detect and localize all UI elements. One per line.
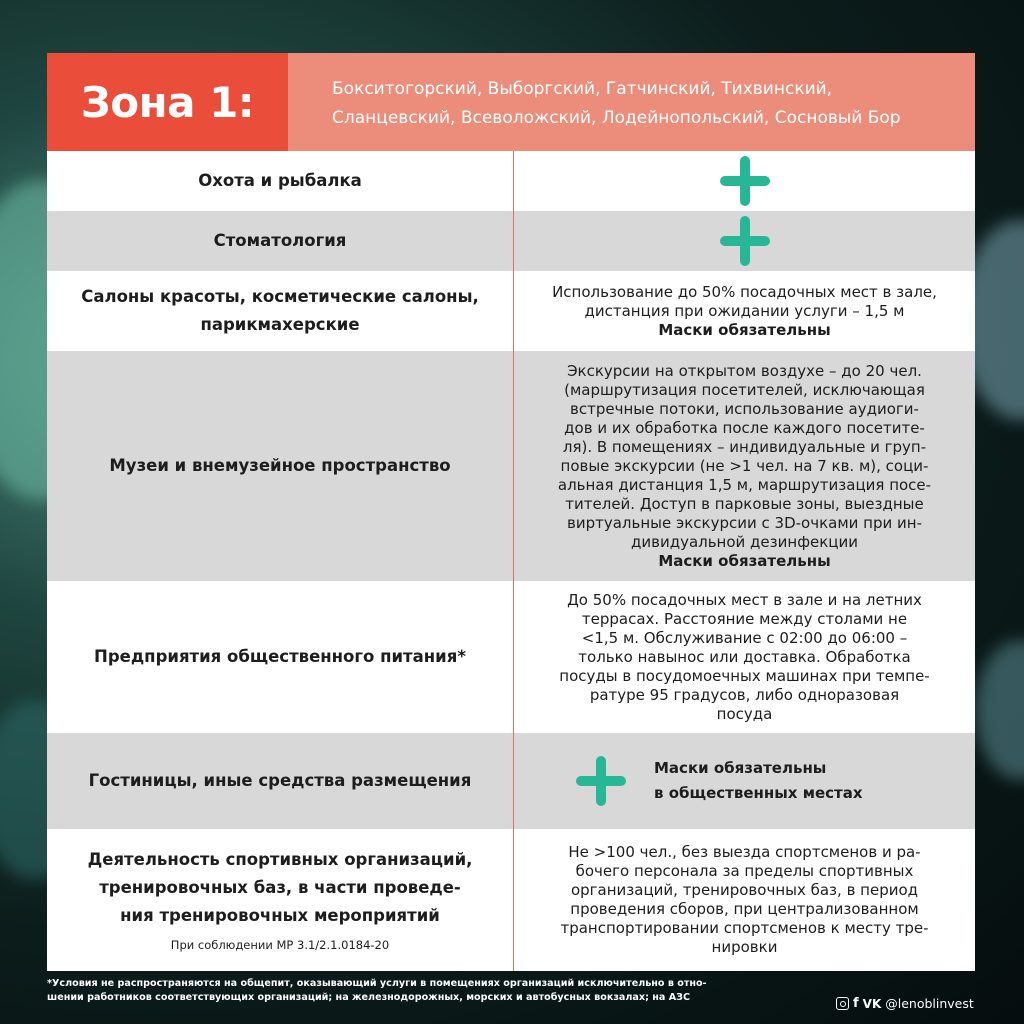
zone-header bbox=[47, 53, 975, 151]
row-permission bbox=[514, 211, 975, 271]
plus-icon bbox=[720, 156, 770, 206]
footnote bbox=[47, 977, 827, 1005]
condition-line: встречные потоки, использование аудиоги- bbox=[570, 399, 919, 418]
row-conditions bbox=[514, 829, 975, 971]
vk-icon[interactable]: VK bbox=[862, 996, 882, 1011]
condition-line: виртуальные экскурсии с 3D-очками при ин- bbox=[567, 513, 922, 532]
condition-line: проведения сборов, при централизованном bbox=[570, 900, 919, 918]
row-label: Гостиницы, иные средства размещения bbox=[88, 771, 472, 790]
condition-line: Экскурсии на открытом воздухе – до 20 чел. bbox=[567, 361, 922, 380]
masks-required-public bbox=[654, 756, 863, 806]
table-row-dentistry bbox=[47, 211, 975, 271]
emphasis-line: Маски обязательны bbox=[654, 759, 827, 777]
row-label: Стоматология bbox=[213, 231, 347, 250]
condition-line: Не >100 чел., без выезда спортсменов и ра- bbox=[568, 843, 921, 861]
condition-line: транспортировании спортсменов к месту тре- bbox=[560, 919, 929, 937]
table-row-museums bbox=[47, 351, 975, 581]
row-label bbox=[47, 829, 513, 971]
table-row-sports bbox=[47, 829, 975, 971]
row-label-line: ния тренировочных мероприятий bbox=[120, 906, 440, 925]
masks-required: Маски обязательны bbox=[658, 320, 831, 339]
condition-line: До 50% посадочных мест в зале и на летних bbox=[567, 590, 922, 609]
masks-required: Маски обязательны bbox=[658, 551, 831, 570]
condition-line: организаций, тренировочных баз, в период bbox=[570, 881, 919, 899]
emphasis-line: в общественных местах bbox=[654, 784, 863, 802]
table-row-beauty-salons bbox=[47, 271, 975, 351]
social-links bbox=[836, 996, 978, 1011]
zone-card bbox=[47, 53, 975, 971]
condition-line: нировки bbox=[711, 938, 778, 956]
row-label: Предприятия общественного питания* bbox=[94, 647, 466, 666]
social-handle[interactable]: @lenoblinvest bbox=[885, 996, 974, 1011]
row-label-line: Салоны красоты, косметические салоны, bbox=[81, 287, 479, 306]
column-divider bbox=[513, 151, 514, 971]
condition-line: альная дистанция 1,5 м, маршрутизация посе- bbox=[557, 475, 932, 494]
condition-line: <1,5 м. Обслуживание с 02:00 до 06:00 – bbox=[581, 628, 908, 647]
plus-icon bbox=[720, 216, 770, 266]
row-label-line: тренировочных баз, в части проведе- bbox=[99, 878, 461, 897]
row-conditions bbox=[514, 271, 975, 351]
condition-line: посуды в посудомоечных машинах при темпе- bbox=[559, 666, 930, 685]
table-row-hunting bbox=[47, 151, 975, 211]
condition-line: (маршрутизация посетителей, исключающая bbox=[564, 380, 925, 399]
condition-line: тителей. Доступ в парковые зоны, выездные bbox=[565, 494, 924, 513]
row-conditions bbox=[514, 351, 975, 581]
condition-line: дивидуальной дезинфекции bbox=[630, 532, 859, 551]
districts-line: Сланцевский, Всеволожский, Лодейнопольский, Сосновый Бор bbox=[332, 108, 901, 128]
condition-line: дистанция при ожидании услуги – 1,5 м bbox=[584, 301, 905, 320]
condition-line: повые экскурсии (не >1 чел. на 7 кв. м), соци- bbox=[560, 456, 929, 475]
condition-line: посуда bbox=[716, 704, 773, 723]
row-conditions bbox=[514, 581, 975, 733]
districts-list bbox=[288, 53, 975, 151]
row-label bbox=[47, 271, 513, 351]
condition-line: ля). В помещениях – индивидуальные и груп- bbox=[562, 437, 927, 456]
facebook-icon[interactable]: f bbox=[853, 996, 859, 1011]
row-label: Музеи и внемузейное пространство bbox=[109, 456, 451, 475]
footnote-line: *Условия не распространяются на общепит, оказывающий услуги в помещениях организаций исключительно в отно- bbox=[47, 978, 707, 989]
row-label: Охота и рыбалка bbox=[198, 171, 362, 190]
plus-icon bbox=[576, 756, 626, 806]
condition-line: террасах. Расстояние между столами не bbox=[581, 609, 908, 628]
row-label-line: парикмахерские bbox=[200, 315, 360, 334]
zone-title: Зона 1: bbox=[47, 53, 288, 151]
condition-line: ратуре 95 градусов, либо одноразовая bbox=[589, 685, 900, 704]
condition-line: только навынос или доставка. Обработка bbox=[578, 647, 911, 666]
table-row-hotels bbox=[47, 733, 975, 829]
footnote-line: шении работников соответствующих организаций; на железнодорожных, морских и автобусных вокзалах; на АЗС bbox=[47, 992, 690, 1003]
row-label-line: Деятельность спортивных организаций, bbox=[87, 850, 473, 869]
districts-line: Бокситогорский, Выборгский, Гатчинский, Тихвинский, bbox=[332, 79, 833, 99]
regulation-note: При соблюдении МР 3.1/2.1.0184-20 bbox=[170, 938, 390, 952]
instagram-icon[interactable] bbox=[836, 997, 849, 1010]
condition-line: дов и их обработка после каждого посетите- bbox=[564, 418, 925, 437]
row-permission bbox=[514, 733, 975, 829]
row-permission bbox=[514, 151, 975, 211]
condition-line: бочего персонала за пределы спортивных bbox=[575, 862, 914, 880]
table-row-catering bbox=[47, 581, 975, 733]
condition-line: Использование до 50% посадочных мест в зале, bbox=[552, 282, 937, 301]
background-blob bbox=[975, 640, 1024, 780]
